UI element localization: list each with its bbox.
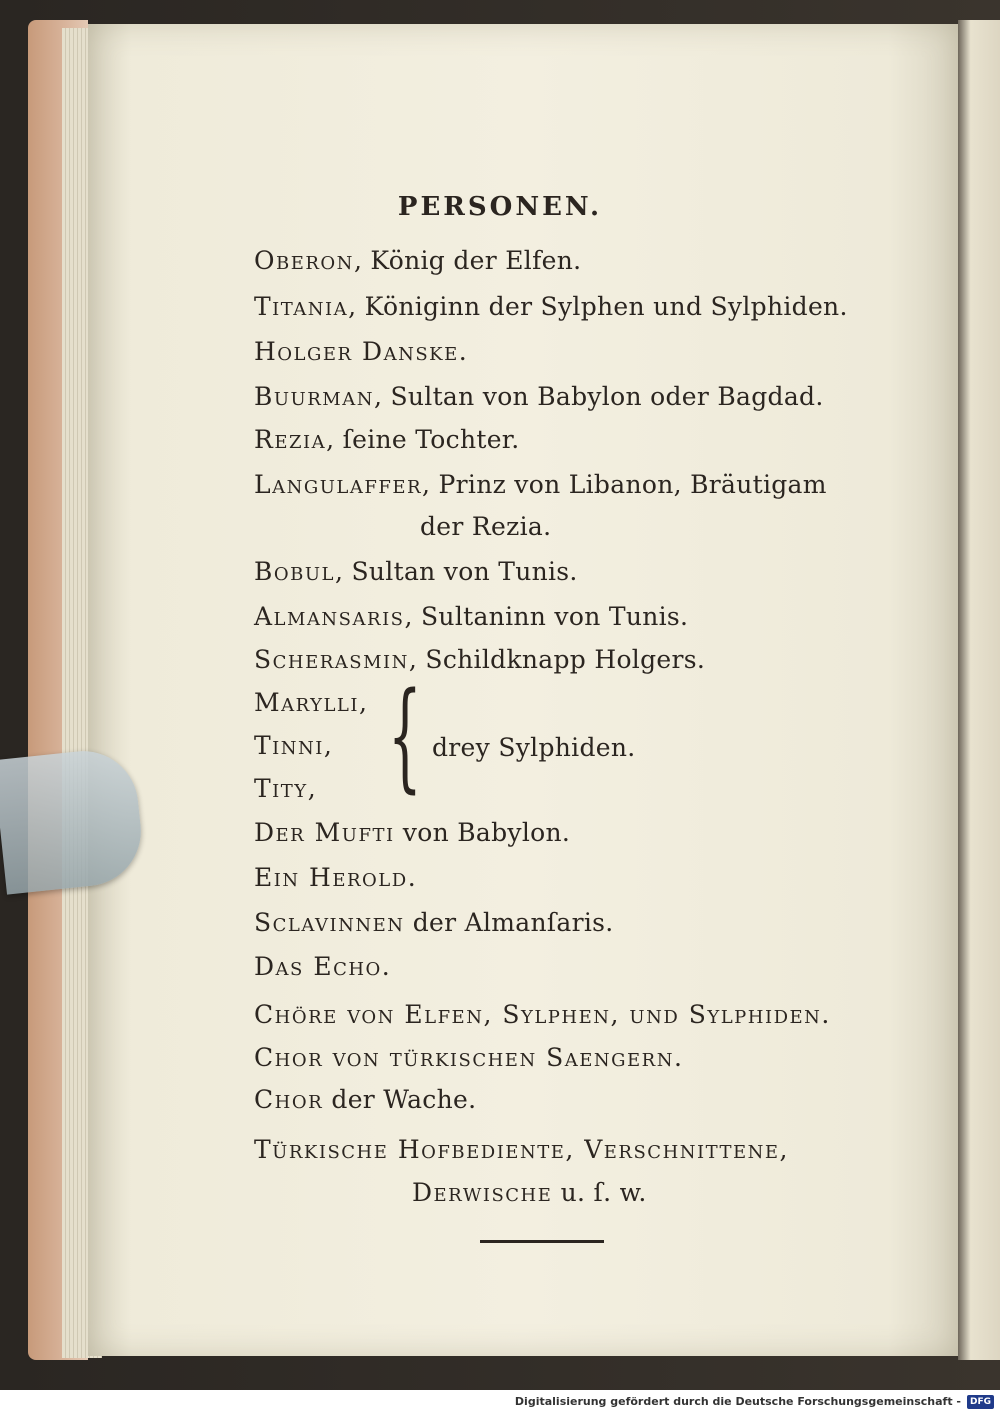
character-name: Holger Danske. [254,337,469,366]
character-desc: , Sultaninn von Tunis. [404,602,689,631]
character-name: Chor [254,1043,324,1072]
character-desc: , Königinn der Sylphen und Sylphiden. [348,292,848,321]
entry-choere [254,1000,831,1029]
entry-marylli [254,688,367,717]
character-desc: , Sultan von Babylon oder Bagdad. [373,382,824,411]
character-desc: , Prinz von Libanon, Bräutigam [422,470,827,499]
character-desc: , [307,774,316,803]
entry-echo [254,952,391,981]
character-name: Langulaffer [254,470,423,499]
character-desc: von Babylon. [394,818,571,847]
character-desc: , [323,731,333,760]
footer-bar [0,1390,1000,1413]
character-name: Titania [254,292,349,321]
character-name: Das Echo. [254,952,392,981]
character-desc: u. ſ. w. [552,1178,647,1207]
character-name: Rezia [254,425,327,454]
entry-chor-saenger [254,1043,683,1072]
character-name: Ein Herold. [254,863,418,892]
page-title: PERSONEN. [397,192,603,222]
character-name: Marylli [254,688,359,717]
character-desc: der Rezia. [420,512,552,541]
closing-rule [480,1240,604,1243]
character-name: Oberon [254,246,354,275]
entry-rezia [254,425,520,454]
entry-oberon [254,246,581,275]
character-desc: der Wache. [323,1085,477,1114]
character-name: Chor [254,1085,324,1114]
character-name: Der Mufti [254,818,395,847]
character-desc: , ſeine Tochter. [326,425,520,454]
character-name: Bobul [254,557,335,586]
entry-derwische [412,1178,647,1207]
brace-glyph: { [388,666,422,804]
entry-almansaris [254,602,688,631]
entry-mufti [254,818,570,847]
entry-buurman [254,382,824,411]
entry-langulaffer-cont [420,512,551,541]
entry-tinni [254,731,332,760]
character-desc: von türkischen Saengern. [323,1043,684,1072]
character-name: Tinni [254,731,324,760]
character-desc: , Schildknapp Holgers. [408,645,706,674]
character-name: Sclavinnen [254,908,405,937]
entry-herold [254,863,417,892]
character-name: Chöre [254,1000,338,1029]
entry-scherasmin [254,645,705,674]
entry-chor-wache [254,1085,476,1114]
entry-tuerkische [254,1135,789,1164]
entry-titania [254,292,848,321]
entry-bobul [254,557,578,586]
character-desc: , Sultan von Tunis. [334,557,578,586]
footer-credit: Digitalisierung gefördert durch die Deutsche Forschungsgemeinschaft - [514,1395,961,1408]
character-name: Derwische [412,1178,553,1207]
character-name: Türkische Hofbediente, Verschnittene, [254,1135,789,1164]
character-name: Tity [254,774,308,803]
entry-langulaffer [254,470,827,499]
character-desc: , [359,688,368,717]
character-desc: von Elfen, Sylphen, und Sylphiden. [337,1000,831,1029]
dfg-logo: DFG [967,1395,994,1409]
entry-holger [254,337,468,366]
group-label: drey Sylphiden. [432,733,636,762]
entry-tity [254,774,316,803]
character-desc: , König der Elfen. [353,246,582,275]
entry-sclavinnen [254,908,614,937]
character-desc: der Almanſaris. [404,908,614,937]
character-name: Almansaris [254,602,405,631]
character-name: Scherasmin [254,645,409,674]
character-name: Buurman [254,382,374,411]
